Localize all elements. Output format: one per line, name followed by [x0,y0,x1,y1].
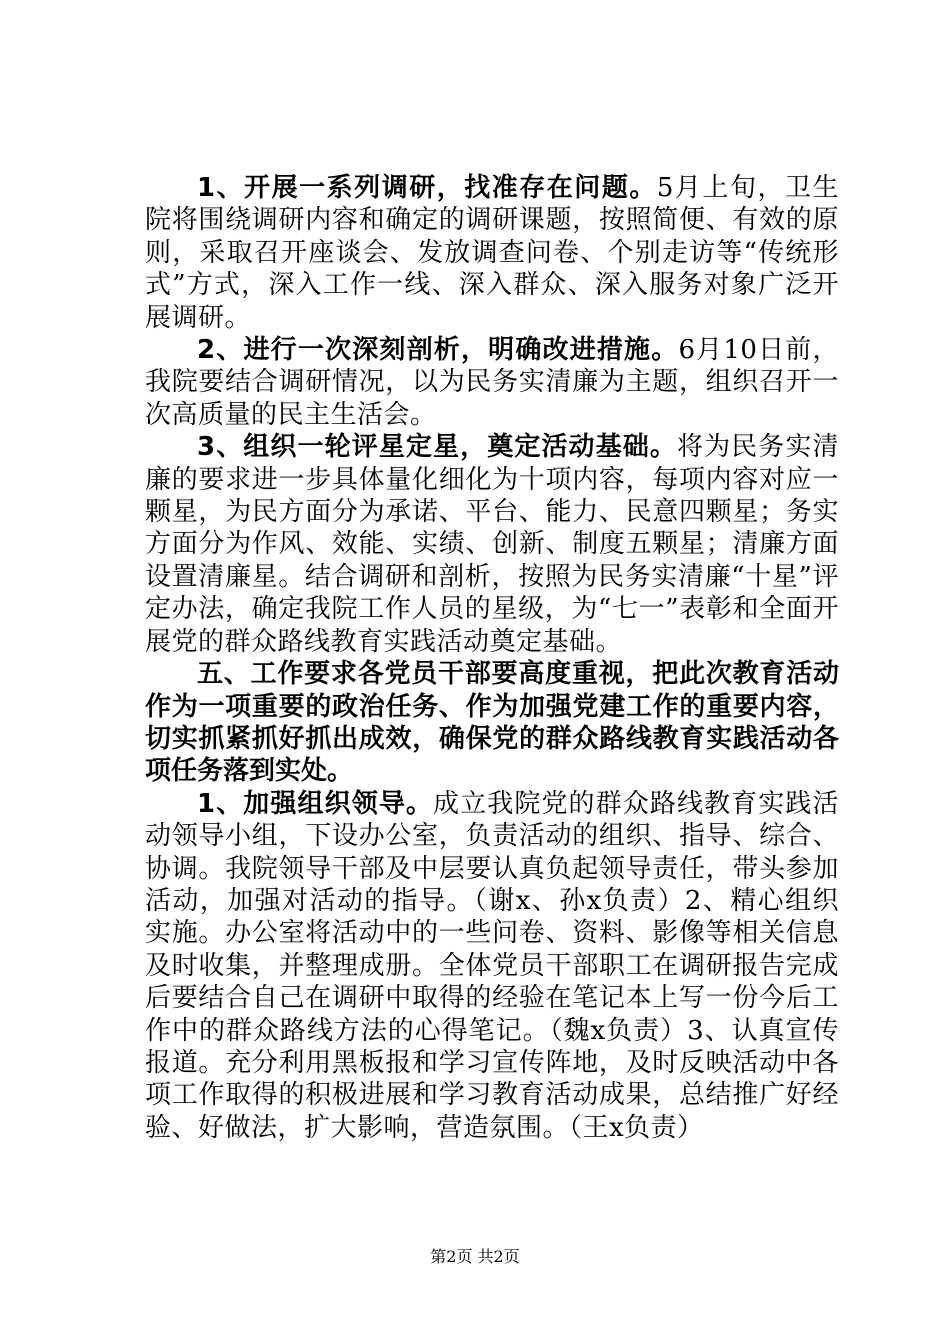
paragraph-text: 5月上旬，卫生院将围绕调研内容和确定的调研课题，按照简便、有效的原则，采取召开座谈会、发放调查问卷、个别走访等“传统形式”方式，深入工作一线、深入群众、深入服务对象广泛开展调研。 [145,173,839,333]
paragraph-text: 将为民务实清廉的要求进一步具体量化细化为十项内容，每项内容对应一颗星，为民方面分为承诺、平台、能力、民意四颗星；务实方面分为作风、效能、实绩、创新、制度五颗星；清廉方面设置清廉星。结合调研和剖析，按照为民务实清廉“十星”评定办法，确定我院工作人员的星级，为“七一”表彰和全面开展党的群众路线教育实践活动奠定基础。 [145,432,839,657]
paragraph-lead: 3、组织一轮评星定星，奠定活动基础。 [197,432,677,463]
paragraph-lead: 1、加强组织领导。 [197,788,434,819]
paragraph-lead: 2、进行一次深刻剖析，明确改进措施。 [197,335,679,366]
document-body [145,172,839,1144]
paragraph-text: 6月10日前，我院要结合调研情况，以为民务实清廉为主题，组织召开一次高质量的民主生活会。 [145,335,839,430]
paragraph-text: 成立我院党的群众路线教育实践活动领导小组，下设办公室，负责活动的组织、指导、综合、协调。我院领导干部及中层要认真负起领导责任，带头参加活动，加强对活动的指导。（谢x、孙x负责）2、精心组织实施。办公室将活动中的一些问卷、资料、影像等相关信息及时收集，并整理成册。全体党员干部职工在调研报告完成后要结合自己在调研中取得的经验在笔记本上写一份今后工作中的群众路线方法的心得笔记。（魏x负责）3、认真宣传报道。充分利用黑板报和学习宣传阵地，及时反映活动中各项工作取得的积极进展和学习教育活动成果，总结推广好经验、好做法，扩大影响，营造氛围。（王x负责） [145,788,839,1143]
paragraph-star-rating [145,431,839,658]
paragraph-survey [145,172,839,334]
paragraph-lead: 1、开展一系列调研，找准存在问题。 [197,173,657,203]
paragraph-analysis [145,334,839,431]
page-footer: 第2页 共2页 [430,1247,520,1266]
section-heading-requirements: 五、工作要求各党员干部要高度重视，把此次教育活动作为一项重要的政治任务、作为加强党建工作的重要内容，切实抓紧抓好抓出成效，确保党的群众路线教育实践活动各项任务落到实处。 [145,659,839,787]
paragraph-organization [145,788,839,1144]
